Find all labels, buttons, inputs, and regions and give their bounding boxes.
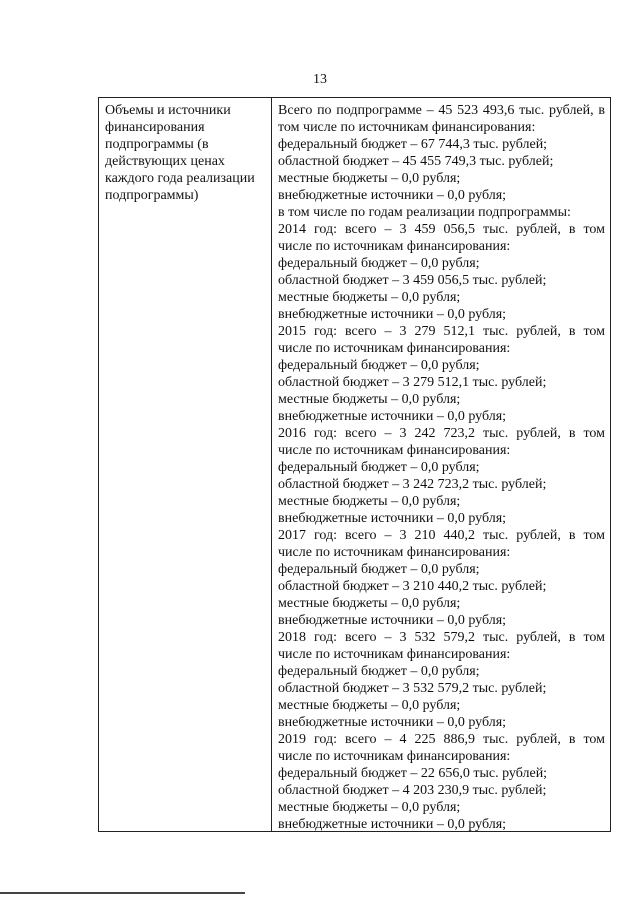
content-line: местные бюджеты – 0,0 рубля;: [278, 800, 461, 815]
content-line: областной бюджет – 3 532 579,2 тыс. рублей;: [278, 681, 547, 696]
content-line: федеральный бюджет – 0,0 рубля;: [278, 460, 480, 475]
table-content-cell: [272, 98, 610, 831]
content-line: областной бюджет – 3 279 512,1 тыс. рублей;: [278, 375, 547, 390]
content-line: числе по источникам финансирования:: [278, 341, 511, 356]
content-line: местные бюджеты – 0,0 рубля;: [278, 494, 461, 509]
content-line: 2018 год: всего – 3 532 579,2 тыс. рублей, в том: [278, 630, 605, 645]
content-line: федеральный бюджет – 0,0 рубля;: [278, 256, 480, 271]
content-line: 2015 год: всего – 3 279 512,1 тыс. рублей, в том: [278, 324, 605, 339]
label-line: финансирования: [105, 120, 205, 135]
label-line: каждого года реализации: [105, 171, 255, 186]
content-line: числе по источникам финансирования:: [278, 647, 511, 662]
content-line: федеральный бюджет – 22 656,0 тыс. рублей;: [278, 766, 548, 781]
content-line: внебюджетные источники – 0,0 рубля;: [278, 409, 507, 424]
content-line: федеральный бюджет – 0,0 рубля;: [278, 664, 480, 679]
content-line: областной бюджет – 3 210 440,2 тыс. рублей;: [278, 579, 547, 594]
content-line: местные бюджеты – 0,0 рубля;: [278, 290, 461, 305]
content-line: внебюджетные источники – 0,0 рубля;: [278, 715, 507, 730]
label-line: Объемы и источники: [105, 103, 231, 118]
content-line: федеральный бюджет – 67 744,3 тыс. рублей;: [278, 137, 548, 152]
content-line: областной бюджет – 45 455 749,3 тыс. рублей;: [278, 154, 554, 169]
content-line: областной бюджет – 3 459 056,5 тыс. рублей;: [278, 273, 547, 288]
financing-table: [98, 97, 611, 832]
content-line: 2016 год: всего – 3 242 723,2 тыс. рублей, в том: [278, 426, 605, 441]
table-label-cell: [99, 98, 272, 831]
content-line: областной бюджет – 4 203 230,9 тыс. рублей;: [278, 783, 547, 798]
label-line: действующих ценах: [105, 154, 225, 169]
content-line: местные бюджеты – 0,0 рубля;: [278, 698, 461, 713]
content-line: Всего по подпрограмме – 45 523 493,6 тыс. рублей, в: [278, 103, 605, 118]
content-line: том числе по источникам финансирования:: [278, 120, 536, 135]
content-line: федеральный бюджет – 0,0 рубля;: [278, 358, 480, 373]
label-line: подпрограммы): [105, 188, 199, 203]
content-line: местные бюджеты – 0,0 рубля;: [278, 596, 461, 611]
content-line: внебюджетные источники – 0,0 рубля;: [278, 188, 507, 203]
content-line: федеральный бюджет – 0,0 рубля;: [278, 562, 480, 577]
content-line: областной бюджет – 3 242 723,2 тыс. рублей;: [278, 477, 547, 492]
content-line: внебюджетные источники – 0,0 рубля;: [278, 307, 507, 322]
content-line: внебюджетные источники – 0,0 рубля;: [278, 817, 507, 832]
content-line: внебюджетные источники – 0,0 рубля;: [278, 613, 507, 628]
content-line: 2017 год: всего – 3 210 440,2 тыс. рублей, в том: [278, 528, 605, 543]
content-line: числе по источникам финансирования:: [278, 545, 511, 560]
content-line: внебюджетные источники – 0,0 рубля;: [278, 511, 507, 526]
content-line: числе по источникам финансирования:: [278, 749, 511, 764]
page-number: 13: [313, 72, 327, 87]
content-line: местные бюджеты – 0,0 рубля;: [278, 171, 461, 186]
content-line: 2019 год: всего – 4 225 886,9 тыс. рублей, в том: [278, 732, 605, 747]
footer-rule: [0, 892, 245, 894]
content-line: 2014 год: всего – 3 459 056,5 тыс. рублей, в том: [278, 222, 605, 237]
label-line: подпрограммы (в: [105, 137, 209, 152]
content-line: числе по источникам финансирования:: [278, 443, 511, 458]
content-line: числе по источникам финансирования:: [278, 239, 511, 254]
content-line: в том числе по годам реализации подпрограммы:: [278, 205, 571, 220]
content-line: местные бюджеты – 0,0 рубля;: [278, 392, 461, 407]
